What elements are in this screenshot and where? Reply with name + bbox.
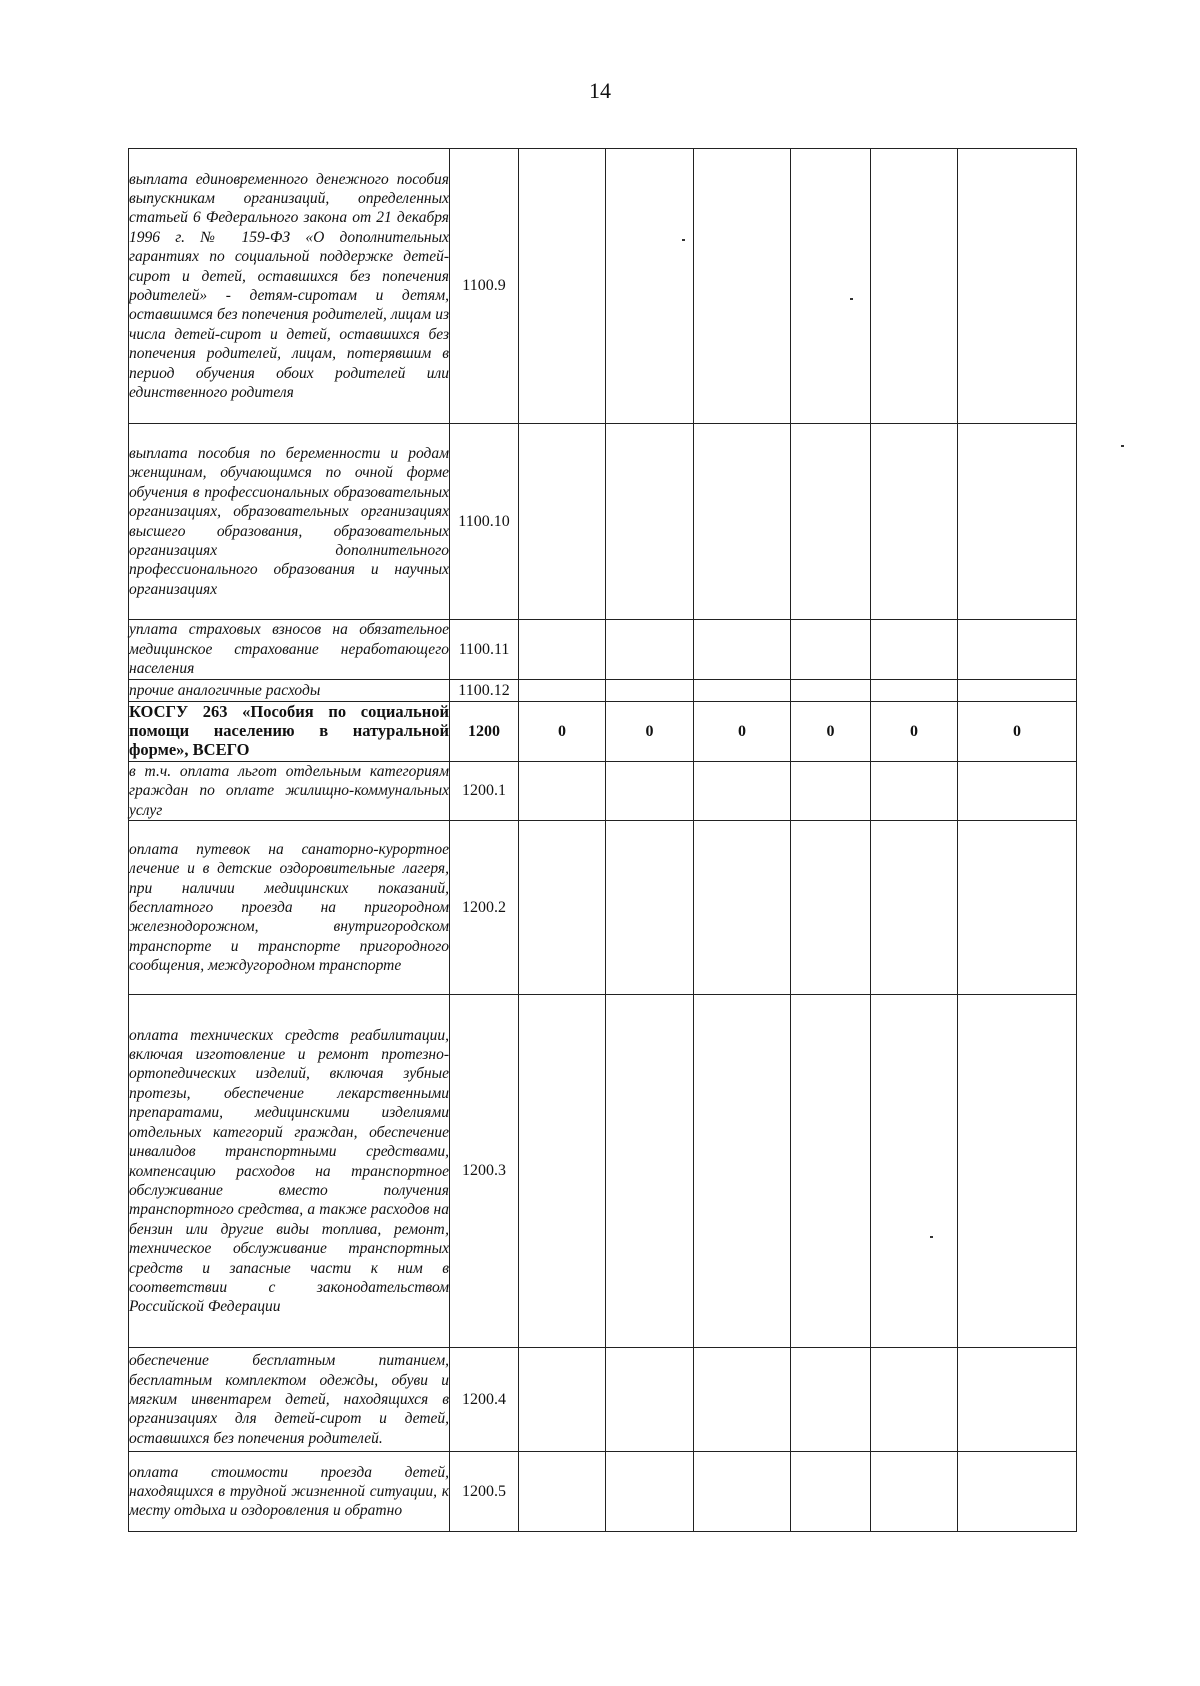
row-description: выплата единовременного денежного пособия выпускникам организаций, определенных статьей 6 Федерального закона от 21 декабря 1996 г. № 159-ФЗ «О дополнительных гарантиях по социальной поддержке детей-сирот и детей, оставшихся без попечения родителей» - детям-сиротам и детям, оставшимся без попечения родителей, лицам из числа детей-сирот и детей, оставшихся без попечения родителей, лицам, потерявшим в период обучения обоих родителей или единственного родителя [129,149,450,424]
value-cell [519,1348,606,1452]
value-cell [958,1452,1077,1532]
row-code: 1200.3 [450,995,519,1348]
row-description: выплата пособия по беременности и родам женщинам, обучающимся по очной форме обучения в профессиональных образовательных организациях, образовательных организациях высшего образования, образовательных организациях дополнительного профессионального образования и научных организациях [129,424,450,620]
value-cell [871,620,958,680]
value-cell [606,762,694,821]
value-cell [791,1452,871,1532]
value-cell [606,1452,694,1532]
value-cell [958,821,1077,995]
value-cell [519,995,606,1348]
scan-speck [682,239,685,241]
row-code: 1200.5 [450,1452,519,1532]
value-cell [519,680,606,702]
value-cell [519,821,606,995]
row-description: оплата стоимости проезда детей, находящихся в трудной жизненной ситуации, к месту отдыха и оздоровления и обратно [129,1452,450,1532]
row-code: 1200.4 [450,1348,519,1452]
value-cell [791,620,871,680]
value-cell [519,762,606,821]
value-cell [519,1452,606,1532]
row-description: в т.ч. оплата льгот отдельным категориям граждан по оплате жилищно-коммунальных услуг [129,763,449,819]
value-cell [871,995,958,1348]
table-row [129,995,1077,1348]
value-cell [694,1348,791,1452]
row-code: 1100.12 [450,680,519,702]
table-row [129,762,1077,821]
table-row [129,1348,1077,1452]
value-cell [871,680,958,702]
value-cell [871,821,958,995]
value-cell [871,762,958,821]
value-cell [606,995,694,1348]
table-row [129,680,1077,702]
value-cell [606,680,694,702]
row-code: 1200.2 [450,821,519,995]
value-cell [694,995,791,1348]
row-code: 1200.1 [450,762,519,821]
value-cell [694,424,791,620]
value-cell [519,149,606,424]
value-cell [519,620,606,680]
value-cell [791,762,871,821]
row-description: КОСГУ 263 «Пособия по социальной помощи населению в натуральной форме», ВСЕГО [129,702,450,762]
value-cell [958,762,1077,821]
value-cell: 0 [871,702,958,762]
table-row [129,702,1077,762]
value-cell [791,995,871,1348]
value-cell [791,149,871,424]
value-cell: 0 [606,702,694,762]
value-cell [958,1348,1077,1452]
value-cell [958,149,1077,424]
expense-table [128,148,1077,1532]
value-cell [791,1348,871,1452]
value-cell [694,1452,791,1532]
value-cell [519,424,606,620]
value-cell [958,620,1077,680]
value-cell [606,149,694,424]
value-cell [694,821,791,995]
value-cell [871,149,958,424]
row-code: 1100.9 [450,149,519,424]
value-cell [791,424,871,620]
value-cell [791,821,871,995]
row-description: оплата технических средств реабилитации, включая изготовление и ремонт протезно-ортопедических изделий, включая зубные протезы, обеспечение лекарственными препаратами, медицинскими изделиями отдельных категорий граждан, обеспечение инвалидов транспортными средствами, компенсацию расходов на транспортное обслуживание вместо получения транспортного средства, а также расходов на бензин или другие виды топлива, ремонт, техническое обслуживание транспортных средств и запасные части к ним в соответствии с законодательством Российской Федерации [129,995,450,1348]
value-cell [694,149,791,424]
row-code: 1100.10 [450,424,519,620]
value-cell [871,424,958,620]
value-cell [606,424,694,620]
table-row [129,424,1077,620]
value-cell [694,620,791,680]
value-cell [871,1452,958,1532]
scan-speck [1121,445,1124,447]
value-cell [958,680,1077,702]
row-code: 1200 [450,702,519,762]
row-description: обеспечение бесплатным питанием, бесплатным комплектом одежды, обуви и мягким инвентарем детей, находящихся в организациях для детей-сирот и детей, оставшихся без попечения родителей. [129,1348,450,1452]
value-cell: 0 [519,702,606,762]
table-row [129,821,1077,995]
value-cell: 0 [958,702,1077,762]
value-cell [606,620,694,680]
row-code: 1100.11 [450,620,519,680]
row-description: уплата страховых взносов на обязательное медицинское страхование неработающего населения [129,620,450,680]
value-cell [791,680,871,702]
value-cell [694,680,791,702]
row-description: прочие аналогичные расходы [129,680,450,702]
value-cell [694,762,791,821]
value-cell [958,424,1077,620]
scan-speck [850,298,853,300]
value-cell [606,821,694,995]
row-description: оплата путевок на санаторно-курортное лечение и в детские оздоровительные лагеря, при наличии медицинских показаний, бесплатного проезда на пригородном железнодорожном, внутригородском транспорте и транспорте пригородного сообщения, междугородном транспорте [129,821,450,995]
value-cell [958,995,1077,1348]
value-cell [606,1348,694,1452]
value-cell: 0 [791,702,871,762]
table-row [129,620,1077,680]
scan-speck [930,1236,933,1238]
value-cell: 0 [694,702,791,762]
page-number: 14 [589,78,611,103]
table-row [129,149,1077,424]
value-cell [871,1348,958,1452]
table-row [129,1452,1077,1532]
